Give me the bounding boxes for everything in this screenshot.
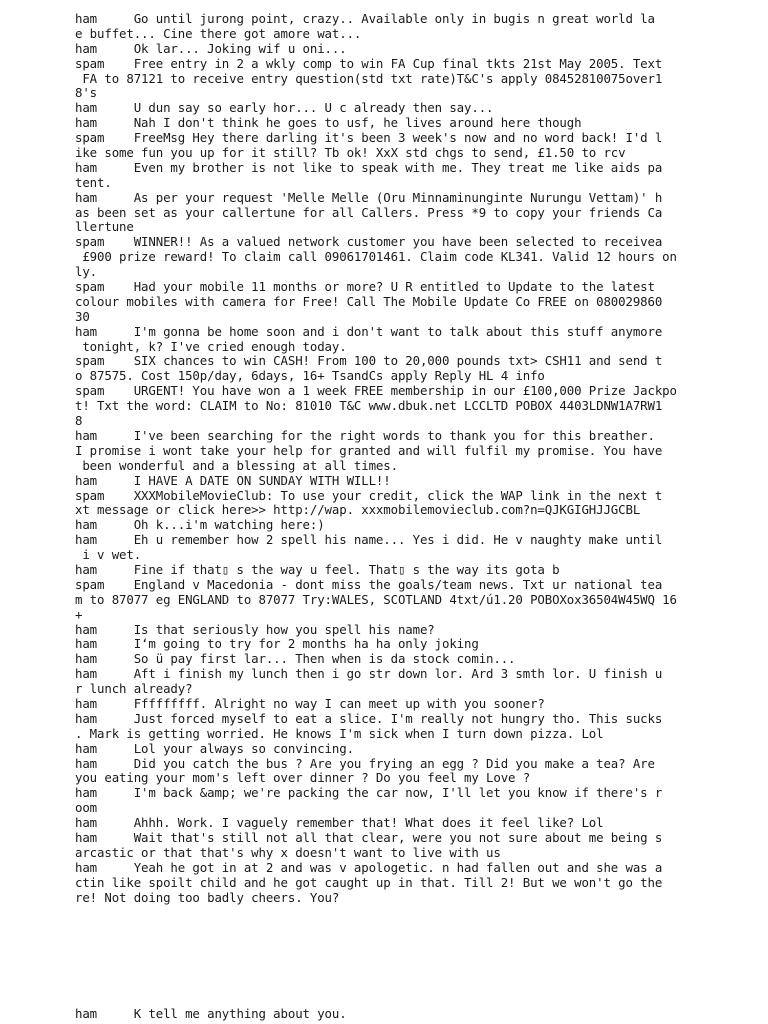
message-line: spam Free entry in 2 a wkly comp to win FA Cup final tkts 21st May 2005. Text <box>75 55 663 71</box>
message-line: ham Even my brother is not like to speak with me. They treat me like aids pa <box>75 159 663 175</box>
message-line: spam WINNER!! As a valued network customer you have been selected to receivea <box>75 234 663 250</box>
message-line: oom <box>75 800 98 816</box>
message-line: ly. <box>75 264 98 280</box>
message-line: ham Yeah he got in at 2 and was v apologetic. n had fallen out and she was a <box>75 859 663 875</box>
message-line: ham U dun say so early hor... U c already then say... <box>75 100 494 116</box>
message-line: ham Nah I don't think he goes to usf, he lives around here though <box>75 115 582 131</box>
message-line: ctin like spoilt child and he got caught up in that. Till 2! But we won't go the <box>75 874 663 890</box>
message-line: ham Go until jurong point, crazy.. Available only in bugis n great world la <box>75 11 655 26</box>
message-line: ham Ok lar... Joking wif u oni... <box>75 40 347 56</box>
message-line: tonight, k? I've cried enough today. <box>75 338 347 354</box>
message-line: I promise i wont take your help for granted and will fulfil my promise. You have <box>75 442 663 458</box>
message-line: spam England v Macedonia - dont miss the goals/team news. Txt ur national tea <box>75 576 663 592</box>
message-line: you eating your mom's left over dinner ? Do you feel my Love ? <box>75 770 531 786</box>
message-line: ham Eh u remember how 2 spell his name... Yes i did. He v naughty make until <box>75 532 663 548</box>
message-line: ham Fffffffff. Alright no way I can meet up with you sooner? <box>75 695 545 711</box>
message-line: ham So ü pay first lar... Then when is da stock comin... <box>75 651 516 667</box>
message-line: llertune <box>75 219 134 235</box>
message-line: ham Lol your always so convincing. <box>75 740 354 756</box>
message-line: ham I‘m going to try for 2 months ha ha only joking <box>75 636 479 652</box>
message-line: spam FreeMsg Hey there darling it's been 3 week's now and no word back! I'd l <box>75 130 663 146</box>
message-line: colour mobiles with camera for Free! Call The Mobile Update Co FREE on 080029860 <box>75 293 663 309</box>
message-line: £900 prize reward! To claim call 09061701461. Claim code KL341. Valid 12 hours on <box>75 249 677 265</box>
message-line: ham As per your request 'Melle Melle (Oru Minnaminunginte Nurungu Vettam)' h <box>75 189 663 205</box>
message-line: spam SIX chances to win CASH! From 100 to 20,000 pounds txt> CSH11 and send t <box>75 353 663 369</box>
message-line: ham I'm gonna be home soon and i don't want to talk about this stuff anymore <box>75 323 663 339</box>
message-line: ham Oh k...i'm watching here:) <box>75 517 325 533</box>
message-line: ham I'm back &amp; we're packing the car now, I'll let you know if there's r <box>75 785 663 801</box>
message-line: spam URGENT! You have won a 1 week FREE membership in our £100,000 Prize Jackpo <box>75 383 677 399</box>
message-line: ham I HAVE A DATE ON SUNDAY WITH WILL!! <box>75 472 391 488</box>
message-line: ham Wait that's still not all that clear, were you not sure about me being s <box>75 829 663 845</box>
message-line: 30 <box>75 308 90 324</box>
message-line: spam Had your mobile 11 months or more? U R entitled to Update to the latest <box>75 279 655 295</box>
message-line: ham Fine if that▯ s the way u feel. That▯ s the way its gota b <box>75 561 560 577</box>
message-line: o 87575. Cost 150p/day, 6days, 16+ TsandCs apply Reply HL 4 info <box>75 368 545 384</box>
message-line: . Mark is getting worried. He knows I'm sick when I turn down pizza. Lol <box>75 725 604 741</box>
message-line: ham Did you catch the bus ? Are you frying an egg ? Did you make a tea? Are <box>75 755 655 771</box>
message-line: e buffet... Cine there got amore wat... <box>75 25 362 41</box>
message-line: + <box>75 606 83 622</box>
message-line: 8's <box>75 85 98 101</box>
message-line-list <box>75 12 690 905</box>
message-line: as been set as your callertune for all Callers. Press *9 to copy your friends Ca <box>75 204 663 220</box>
message-line: ham I've been searching for the right words to thank you for this breather. <box>75 427 655 443</box>
message-line: re! Not doing too badly cheers. You? <box>75 889 340 905</box>
message-line: 8 <box>75 413 83 429</box>
message-line: spam XXXMobileMovieClub: To use your credit, click the WAP link in the next t <box>75 487 663 503</box>
message-line: t! Txt the word: CLAIM to No: 81010 T&C www.dbuk.net LCCLTD POBOX 4403LDNW1A7RW1 <box>75 398 663 414</box>
message-line: m to 87077 eg ENGLAND to 87077 Try:WALES, SCOTLAND 4txt/ú1.20 POBOXox36504W45WQ 16 <box>75 591 677 607</box>
message-line: FA to 87121 to receive entry question(std txt rate)T&C's apply 08452810075over1 <box>75 70 663 86</box>
message-line: arcastic or that that's why x doesn't want to live with us <box>75 844 501 860</box>
message-line: ham Ahhh. Work. I vaguely remember that! What does it feel like? Lol <box>75 815 604 831</box>
message-line: tent. <box>75 174 112 190</box>
message-line: r lunch already? <box>75 681 193 697</box>
message-line: been wonderful and a blessing at all times. <box>75 457 398 473</box>
message-line: ike some fun you up for it still? Tb ok! XxX std chgs to send, £1.50 to rcv <box>75 145 626 161</box>
message-line: ham Is that seriously how you spell his name? <box>75 621 435 637</box>
message-line: i v wet. <box>75 547 142 563</box>
message-line: ham Just forced myself to eat a slice. I'm really not hungry tho. This sucks <box>75 710 663 726</box>
message-line: xt message or click here>> http://wap. xxxmobilemovieclub.com?n=QJKGIGHJJGCBL <box>75 502 641 518</box>
message-line-last: ham K tell me anything about you. <box>75 1006 347 1021</box>
message-line: ham Aft i finish my lunch then i go str down lor. Ard 3 smth lor. U finish u <box>75 666 663 682</box>
